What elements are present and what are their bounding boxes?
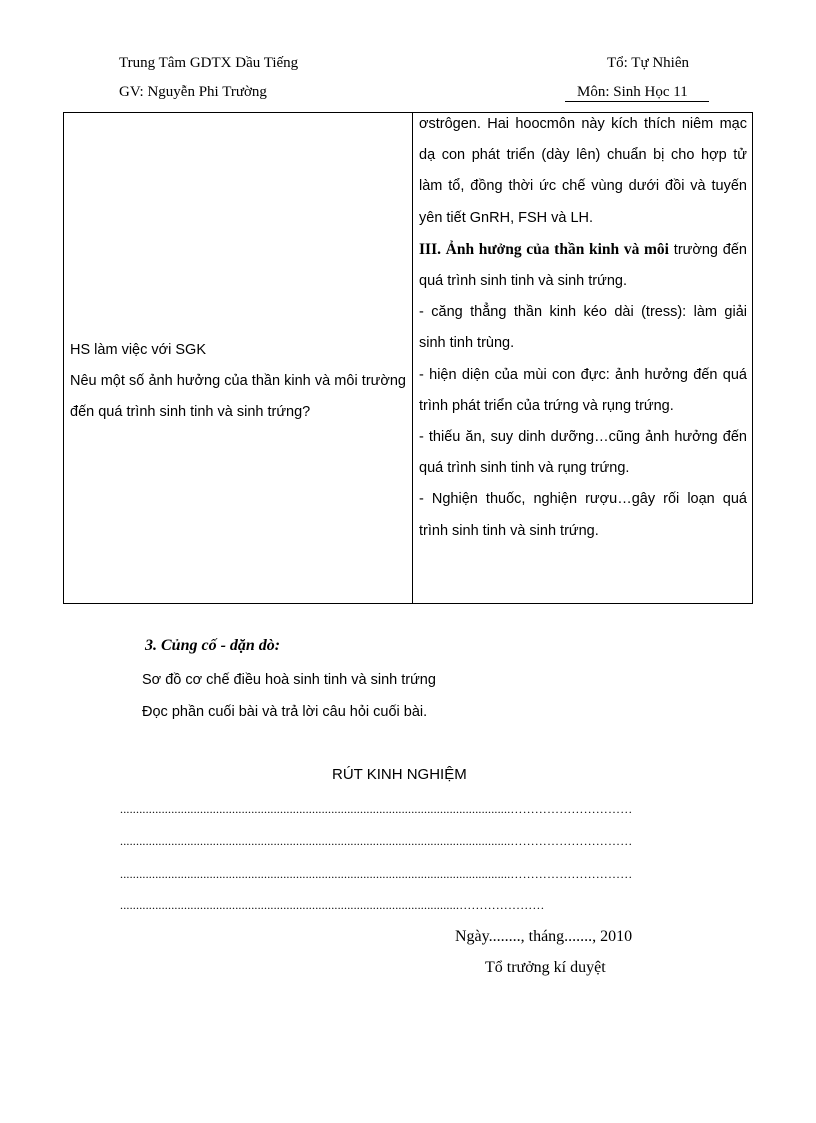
- lesson-table: [63, 112, 753, 604]
- consolidation-line-2: Đọc phần cuối bài và trả lời câu hỏi cuối bài.: [142, 704, 428, 720]
- heading-bold-part: III. Ảnh hưởng của thần kinh và môi: [419, 240, 669, 258]
- table-right-cell: [419, 109, 747, 547]
- heading-rest-part: trường đến quá trình sinh tinh và sinh trứng.: [419, 241, 747, 290]
- left-cell-line-1: HS làm việc với SGK: [70, 342, 207, 358]
- header-teacher: GV: Nguyễn Phi Trường: [119, 84, 267, 100]
- table-left-cell: [70, 335, 406, 428]
- consolidation-line-1: Sơ đồ cơ chế điều hoà sinh tinh và sinh trứng: [142, 672, 436, 688]
- right-cell-bullet-1: - căng thẳng thần kinh kéo dài (tress): làm giải sinh tinh trùng.: [419, 304, 747, 352]
- left-cell-question: Nêu một số ảnh hưởng của thần kinh và môi trường đến quá trình sinh tinh và sinh trứng?: [70, 373, 406, 420]
- experience-dots-line-1: ..........................................................................................................................…………………………: [120, 802, 633, 816]
- experience-dots-line-2: ..........................................................................................................................…………………………: [120, 834, 633, 848]
- header-subject: Môn: Sinh Học 11: [577, 84, 688, 100]
- right-cell-bullet-2: - hiện diện của mùi con đực: ảnh hưởng đến quá trình phát triển của trứng và rụng trứng.: [419, 366, 747, 414]
- signature-approval: Tổ trưởng kí duyệt: [485, 959, 606, 976]
- experience-dots-line-4: ..........................................................................................................…………………: [120, 898, 545, 912]
- right-cell-paragraph: ơstrôgen. Hai hoocmôn này kích thích niêm mạc dạ con phát triển (dày lên) chuẩn bị cho hợp tử làm tổ, đồng thời ức chế vùng dưới đồi và tuyến yên tiết GnRH, FSH và LH.: [419, 116, 747, 226]
- signature-date: Ngày........, tháng......., 2010: [455, 928, 633, 945]
- header-school: Trung Tâm GDTX Dầu Tiếng: [119, 55, 299, 71]
- experience-dots-line-3: ..........................................................................................................................…………………………: [120, 867, 633, 881]
- experience-title: RÚT KINH NGHIỆM: [332, 766, 467, 783]
- table-column-divider: [412, 113, 413, 603]
- consolidation-title: 3. Củng cố - dặn dò:: [145, 637, 281, 654]
- right-cell-bullet-4: - Nghiện thuốc, nghiện rượu…gây rối loạn quá trình sinh tinh và sinh trứng.: [419, 491, 747, 539]
- header-underline: [565, 101, 709, 102]
- right-cell-heading: [419, 234, 747, 297]
- right-cell-bullet-3: - thiếu ăn, suy dinh dưỡng…cũng ảnh hưởng đến quá trình sinh tinh và rụng trứng.: [419, 429, 747, 477]
- header-department: Tổ: Tự Nhiên: [607, 55, 690, 71]
